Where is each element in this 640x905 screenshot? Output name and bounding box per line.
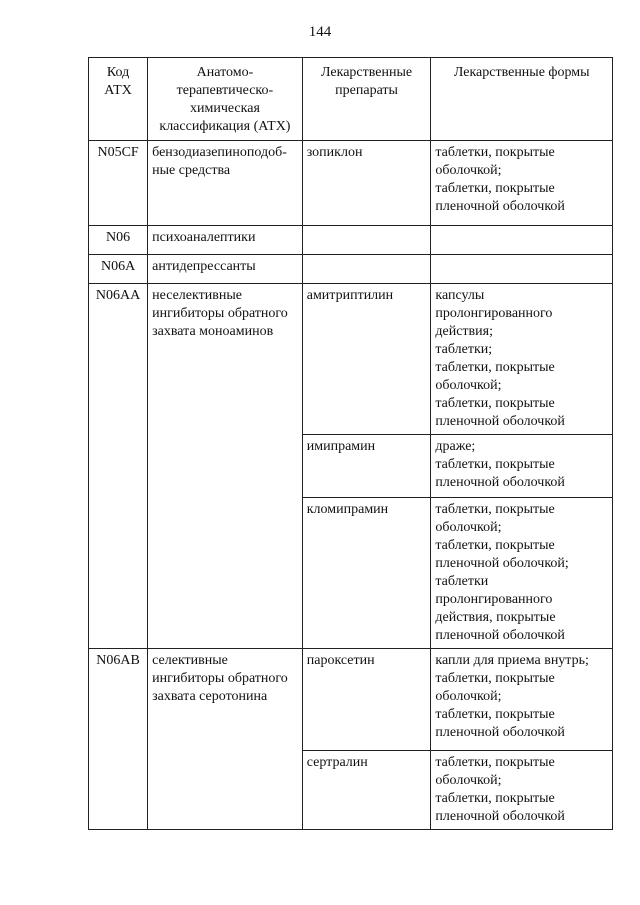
- atx-code: N06: [89, 226, 148, 255]
- atx-code: N06A: [89, 255, 148, 284]
- table-row: [89, 284, 613, 435]
- table-row: [89, 226, 613, 255]
- dosage-forms: капли для приема внутрь; таблетки, покрытые оболочкой; таблетки, покрытые пленочной оболочкой: [431, 649, 613, 751]
- atx-code: N05CF: [89, 141, 148, 226]
- header-drugs: Лекарственные препараты: [302, 58, 431, 141]
- dosage-forms: драже; таблетки, покрытые пленочной оболочкой: [431, 435, 613, 498]
- atx-code: N06AB: [89, 649, 148, 830]
- atx-table: [88, 57, 613, 830]
- dosage-forms: [431, 255, 613, 284]
- dosage-forms: таблетки, покрытые оболочкой; таблетки, покрытые пленочной оболочкой: [431, 751, 613, 830]
- atx-classification: бензодиазепиноподоб- ные средства: [148, 141, 303, 226]
- table-header-row: [89, 58, 613, 141]
- page-number: 144: [308, 24, 332, 40]
- table-row: [89, 141, 613, 226]
- drug-name: [302, 226, 431, 255]
- drug-name: кломипрамин: [302, 498, 431, 649]
- drug-name: [302, 255, 431, 284]
- atx-classification: неселективные ингибиторы обратного захвата моноаминов: [148, 284, 303, 649]
- dosage-forms: [431, 226, 613, 255]
- header-code: Код АТХ: [89, 58, 148, 141]
- table-row: [89, 649, 613, 751]
- header-forms: Лекарственные формы: [431, 58, 613, 141]
- table-row: [89, 255, 613, 284]
- atx-classification: антидепрессанты: [148, 255, 303, 284]
- atx-classification: психоаналептики: [148, 226, 303, 255]
- atx-classification: селективные ингибиторы обратного захвата серотонина: [148, 649, 303, 830]
- drug-name: зопиклон: [302, 141, 431, 226]
- atx-code: N06AA: [89, 284, 148, 649]
- dosage-forms: таблетки, покрытые оболочкой; таблетки, покрытые пленочной оболочкой; таблетки пролонгированного действия, покрытые пленочной оболочкой: [431, 498, 613, 649]
- header-classification: Анатомо- терапевтическо- химическая классификация (АТХ): [148, 58, 303, 141]
- drug-name: сертралин: [302, 751, 431, 830]
- drug-name: амитриптилин: [302, 284, 431, 435]
- dosage-forms: капсулы пролонгированного действия; таблетки; таблетки, покрытые оболочкой; таблетки, покрытые пленочной оболочкой: [431, 284, 613, 435]
- drug-name: пароксетин: [302, 649, 431, 751]
- drug-name: имипрамин: [302, 435, 431, 498]
- dosage-forms: таблетки, покрытые оболочкой; таблетки, покрытые пленочной оболочкой: [431, 141, 613, 226]
